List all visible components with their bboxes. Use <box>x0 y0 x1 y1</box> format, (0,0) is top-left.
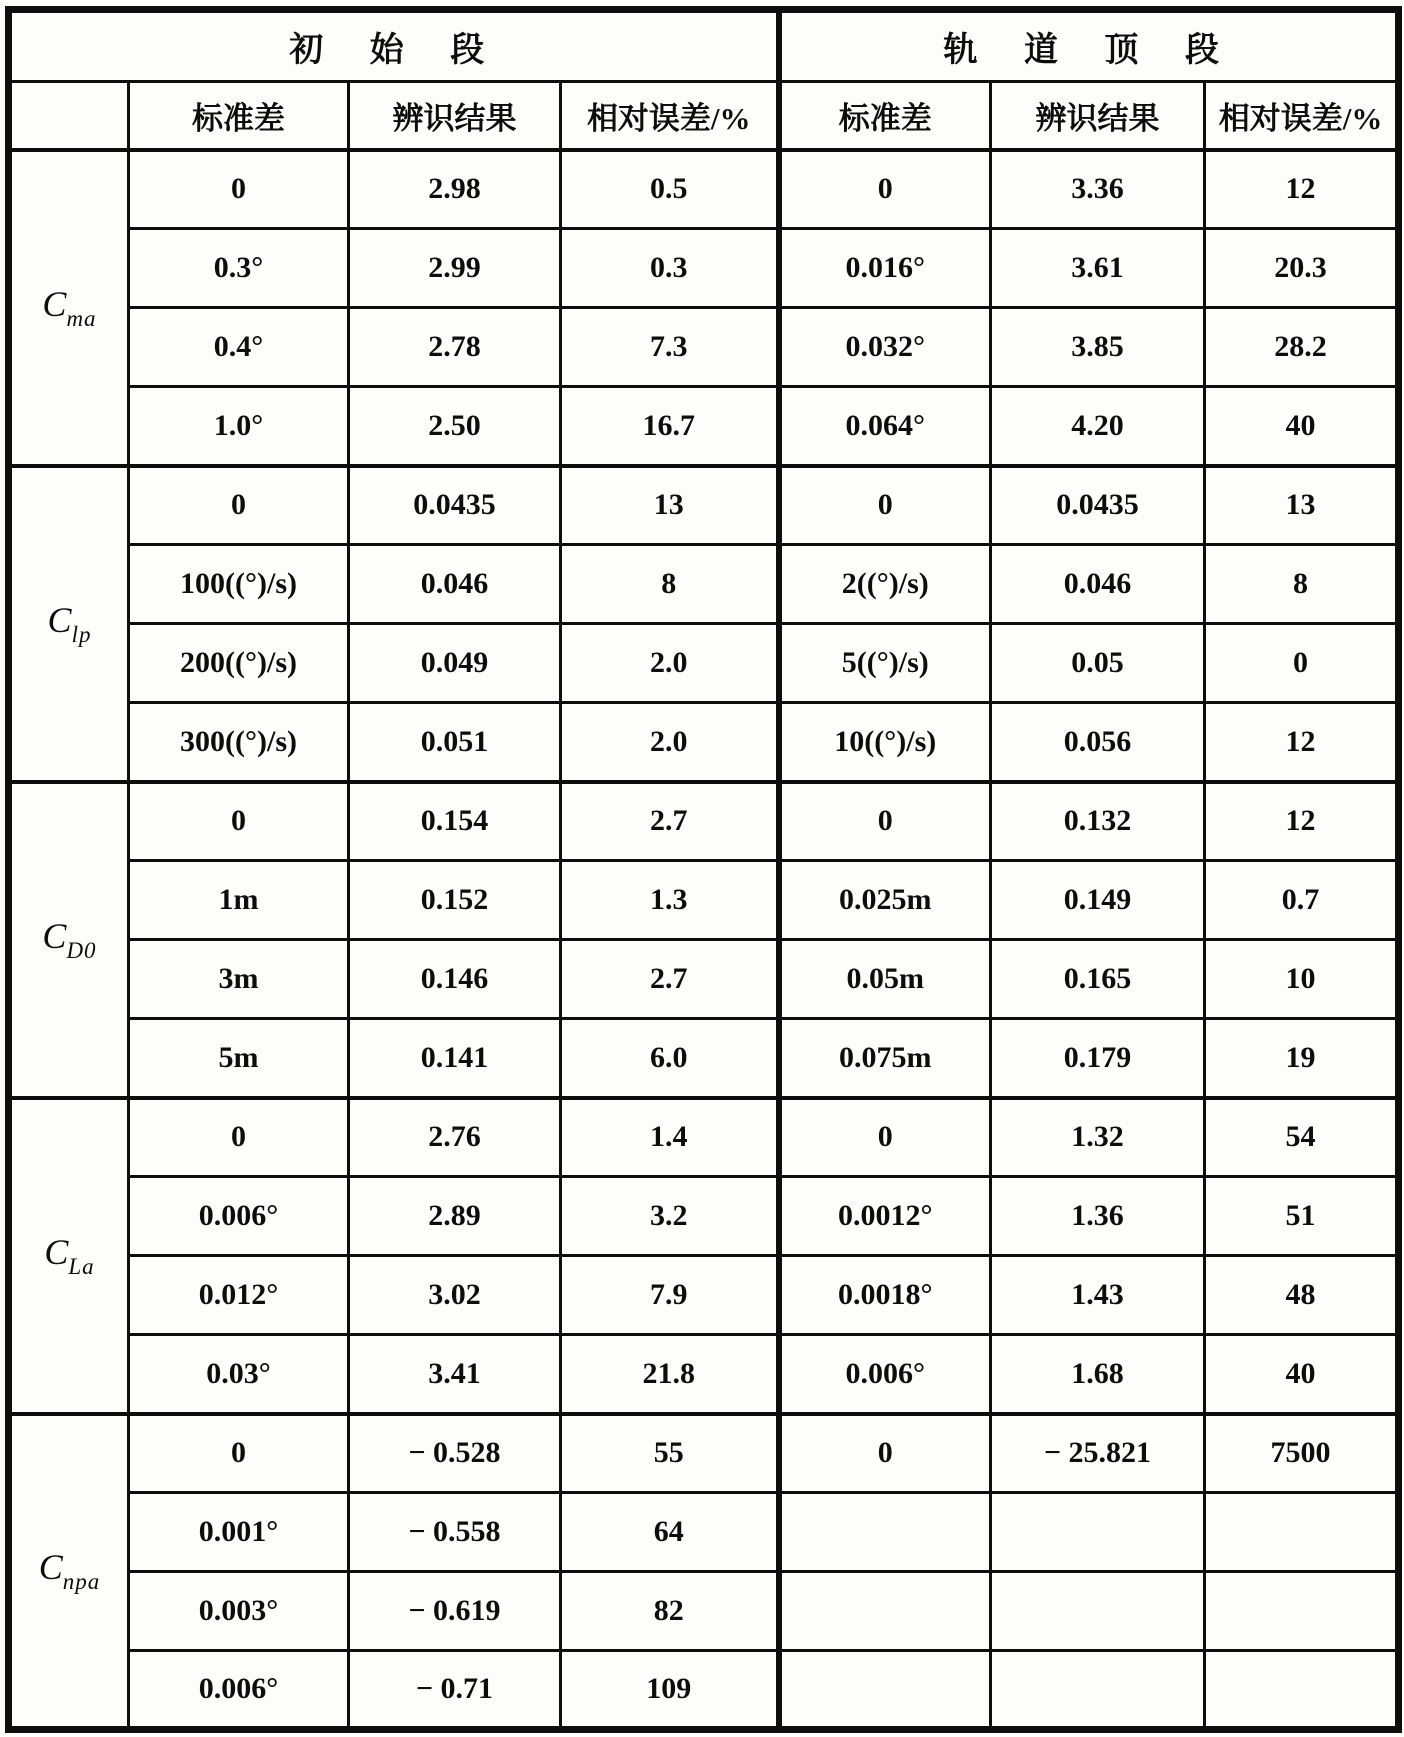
table-cell <box>991 1493 1205 1572</box>
table-cell: 3.61 <box>991 229 1205 308</box>
table-cell: 0.032° <box>779 308 991 387</box>
table-cell: 10 <box>1205 940 1399 1019</box>
table-cell: 0.001° <box>129 1493 349 1572</box>
table-row <box>9 1651 1399 1730</box>
table-cell: 1.3 <box>561 861 779 940</box>
table-cell: 2.7 <box>561 782 779 861</box>
section-header-row <box>9 10 1399 82</box>
table-cell: 0.0435 <box>991 466 1205 545</box>
table-cell: 16.7 <box>561 387 779 466</box>
row-group-label-npa: $C_{npa}$ <box>9 1414 129 1730</box>
row-group-label-La: $C_{La}$ <box>9 1098 129 1414</box>
table-cell: 5((°)/s) <box>779 624 991 703</box>
section-header-orbit-top-phase: 轨 道 顶 段 <box>779 10 1399 82</box>
table-cell: 0 <box>1205 624 1399 703</box>
table-cell: 0.03° <box>129 1335 349 1414</box>
table-cell: 0.006° <box>129 1177 349 1256</box>
table-cell: 7.9 <box>561 1256 779 1335</box>
table-cell: 0.146 <box>349 940 561 1019</box>
table-body <box>9 150 1399 1730</box>
table-cell: 100((°)/s) <box>129 545 349 624</box>
table-cell: 21.8 <box>561 1335 779 1414</box>
table-cell: 10((°)/s) <box>779 703 991 782</box>
table-cell: 13 <box>1205 466 1399 545</box>
row-group-label-lp: $C_{lp}$ <box>9 466 129 782</box>
table-cell: 0 <box>129 782 349 861</box>
table-cell: 200((°)/s) <box>129 624 349 703</box>
table-cell <box>779 1572 991 1651</box>
table-row <box>9 940 1399 1019</box>
table-cell: 64 <box>561 1493 779 1572</box>
table-cell: 3.41 <box>349 1335 561 1414</box>
table-cell <box>1205 1651 1399 1730</box>
table-cell: 0.046 <box>349 545 561 624</box>
table-row <box>9 1414 1399 1493</box>
table-cell: 109 <box>561 1651 779 1730</box>
column-header-rel-error-left: 相对误差/% <box>561 82 779 150</box>
table-cell: 7500 <box>1205 1414 1399 1493</box>
column-header-rel-error-right: 相对误差/% <box>1205 82 1399 150</box>
table-cell: 0.051 <box>349 703 561 782</box>
column-header-ident-result-right: 辨识结果 <box>991 82 1205 150</box>
table-cell: 0.006° <box>129 1651 349 1730</box>
table-cell: 55 <box>561 1414 779 1493</box>
table-cell: 300((°)/s) <box>129 703 349 782</box>
table-cell <box>779 1651 991 1730</box>
table-cell: 0 <box>129 1414 349 1493</box>
table-cell: 12 <box>1205 703 1399 782</box>
table-cell: 82 <box>561 1572 779 1651</box>
table-cell: 0.025m <box>779 861 991 940</box>
table-cell: 3.36 <box>991 150 1205 229</box>
table-cell: 0.179 <box>991 1019 1205 1098</box>
table-cell: 0 <box>129 150 349 229</box>
table-row <box>9 1019 1399 1098</box>
table-cell: 0.7 <box>1205 861 1399 940</box>
table-cell: 2.99 <box>349 229 561 308</box>
table-cell: 1m <box>129 861 349 940</box>
table-cell: 1.43 <box>991 1256 1205 1335</box>
table-row <box>9 1256 1399 1335</box>
table-cell: − 0.71 <box>349 1651 561 1730</box>
table-cell: 0.05 <box>991 624 1205 703</box>
table-row <box>9 308 1399 387</box>
table-cell: 0.003° <box>129 1572 349 1651</box>
table-cell: 8 <box>561 545 779 624</box>
table-row <box>9 1572 1399 1651</box>
table-cell: 13 <box>561 466 779 545</box>
table-cell: 0.016° <box>779 229 991 308</box>
identification-results-table <box>5 6 1402 1733</box>
table-cell: 0.4° <box>129 308 349 387</box>
table-cell: 2.0 <box>561 703 779 782</box>
table-cell: 2.50 <box>349 387 561 466</box>
table-row <box>9 861 1399 940</box>
table-cell: 28.2 <box>1205 308 1399 387</box>
table-row <box>9 1335 1399 1414</box>
table-cell: 40 <box>1205 387 1399 466</box>
table-cell: 1.0° <box>129 387 349 466</box>
table-cell: 3m <box>129 940 349 1019</box>
table-cell: 0.165 <box>991 940 1205 1019</box>
table-cell <box>991 1651 1205 1730</box>
table-cell: 0.3 <box>561 229 779 308</box>
table-cell: 3.02 <box>349 1256 561 1335</box>
table-cell <box>1205 1493 1399 1572</box>
table-cell: 0.056 <box>991 703 1205 782</box>
table-cell: 2((°)/s) <box>779 545 991 624</box>
table-cell: 6.0 <box>561 1019 779 1098</box>
table-cell: 3.85 <box>991 308 1205 387</box>
table-cell: 12 <box>1205 782 1399 861</box>
section-header-initial-phase: 初 始 段 <box>9 10 779 82</box>
table-cell: 0.046 <box>991 545 1205 624</box>
table-cell: 0.075m <box>779 1019 991 1098</box>
column-header-row <box>9 82 1399 150</box>
table-row <box>9 545 1399 624</box>
table-cell: 1.36 <box>991 1177 1205 1256</box>
table-row <box>9 782 1399 861</box>
table-cell: 0.3° <box>129 229 349 308</box>
table-cell: 0.152 <box>349 861 561 940</box>
table-row <box>9 624 1399 703</box>
table-cell: 40 <box>1205 1335 1399 1414</box>
table-cell <box>1205 1572 1399 1651</box>
table-row <box>9 387 1399 466</box>
table-cell: 19 <box>1205 1019 1399 1098</box>
table-cell: 0.5 <box>561 150 779 229</box>
table-cell: 20.3 <box>1205 229 1399 308</box>
table-cell: 8 <box>1205 545 1399 624</box>
table-cell: 2.89 <box>349 1177 561 1256</box>
table-cell: 1.68 <box>991 1335 1205 1414</box>
table-row <box>9 703 1399 782</box>
table-cell: 3.2 <box>561 1177 779 1256</box>
table-cell: 0 <box>779 782 991 861</box>
table-cell: 0.0018° <box>779 1256 991 1335</box>
table-cell: 1.32 <box>991 1098 1205 1177</box>
table-cell: 0 <box>129 1098 349 1177</box>
table-cell: − 0.619 <box>349 1572 561 1651</box>
table-cell: 12 <box>1205 150 1399 229</box>
column-header-std-dev-left: 标准差 <box>129 82 349 150</box>
table-cell: 0 <box>779 150 991 229</box>
table-header <box>9 10 1399 150</box>
row-group-label-ma: $C_{ma}$ <box>9 150 129 466</box>
table-row <box>9 466 1399 545</box>
table-row <box>9 1098 1399 1177</box>
table-cell: 1.4 <box>561 1098 779 1177</box>
table-cell <box>991 1572 1205 1651</box>
table-cell: 5m <box>129 1019 349 1098</box>
table-cell: − 25.821 <box>991 1414 1205 1493</box>
table-cell: 0.154 <box>349 782 561 861</box>
column-header-std-dev-right: 标准差 <box>779 82 991 150</box>
table-row <box>9 150 1399 229</box>
table-cell: 0.064° <box>779 387 991 466</box>
table-row <box>9 1177 1399 1256</box>
table-cell: 0.132 <box>991 782 1205 861</box>
table-cell: 0.141 <box>349 1019 561 1098</box>
table-cell: 51 <box>1205 1177 1399 1256</box>
table-cell: 2.0 <box>561 624 779 703</box>
table-cell: 0 <box>779 466 991 545</box>
table-cell: 0.012° <box>129 1256 349 1335</box>
table-cell: 0.05m <box>779 940 991 1019</box>
table-cell: 0 <box>129 466 349 545</box>
table-cell: 0.0012° <box>779 1177 991 1256</box>
table-cell: 2.76 <box>349 1098 561 1177</box>
table-cell: 0.049 <box>349 624 561 703</box>
table-row <box>9 1493 1399 1572</box>
table-cell: 54 <box>1205 1098 1399 1177</box>
table-cell: 0.006° <box>779 1335 991 1414</box>
table-cell: 0.0435 <box>349 466 561 545</box>
table-cell <box>779 1493 991 1572</box>
table-cell: 2.7 <box>561 940 779 1019</box>
table-cell: − 0.528 <box>349 1414 561 1493</box>
table-cell: 2.78 <box>349 308 561 387</box>
table-cell: 0.149 <box>991 861 1205 940</box>
table-cell: − 0.558 <box>349 1493 561 1572</box>
table-cell: 0 <box>779 1098 991 1177</box>
column-header-ident-result-left: 辨识结果 <box>349 82 561 150</box>
table-row <box>9 229 1399 308</box>
table-cell: 7.3 <box>561 308 779 387</box>
table-cell: 2.98 <box>349 150 561 229</box>
row-group-label-D0: $C_{D0}$ <box>9 782 129 1098</box>
table-cell: 48 <box>1205 1256 1399 1335</box>
table-cell: 4.20 <box>991 387 1205 466</box>
corner-blank-cell <box>9 82 129 150</box>
table-cell: 0 <box>779 1414 991 1493</box>
